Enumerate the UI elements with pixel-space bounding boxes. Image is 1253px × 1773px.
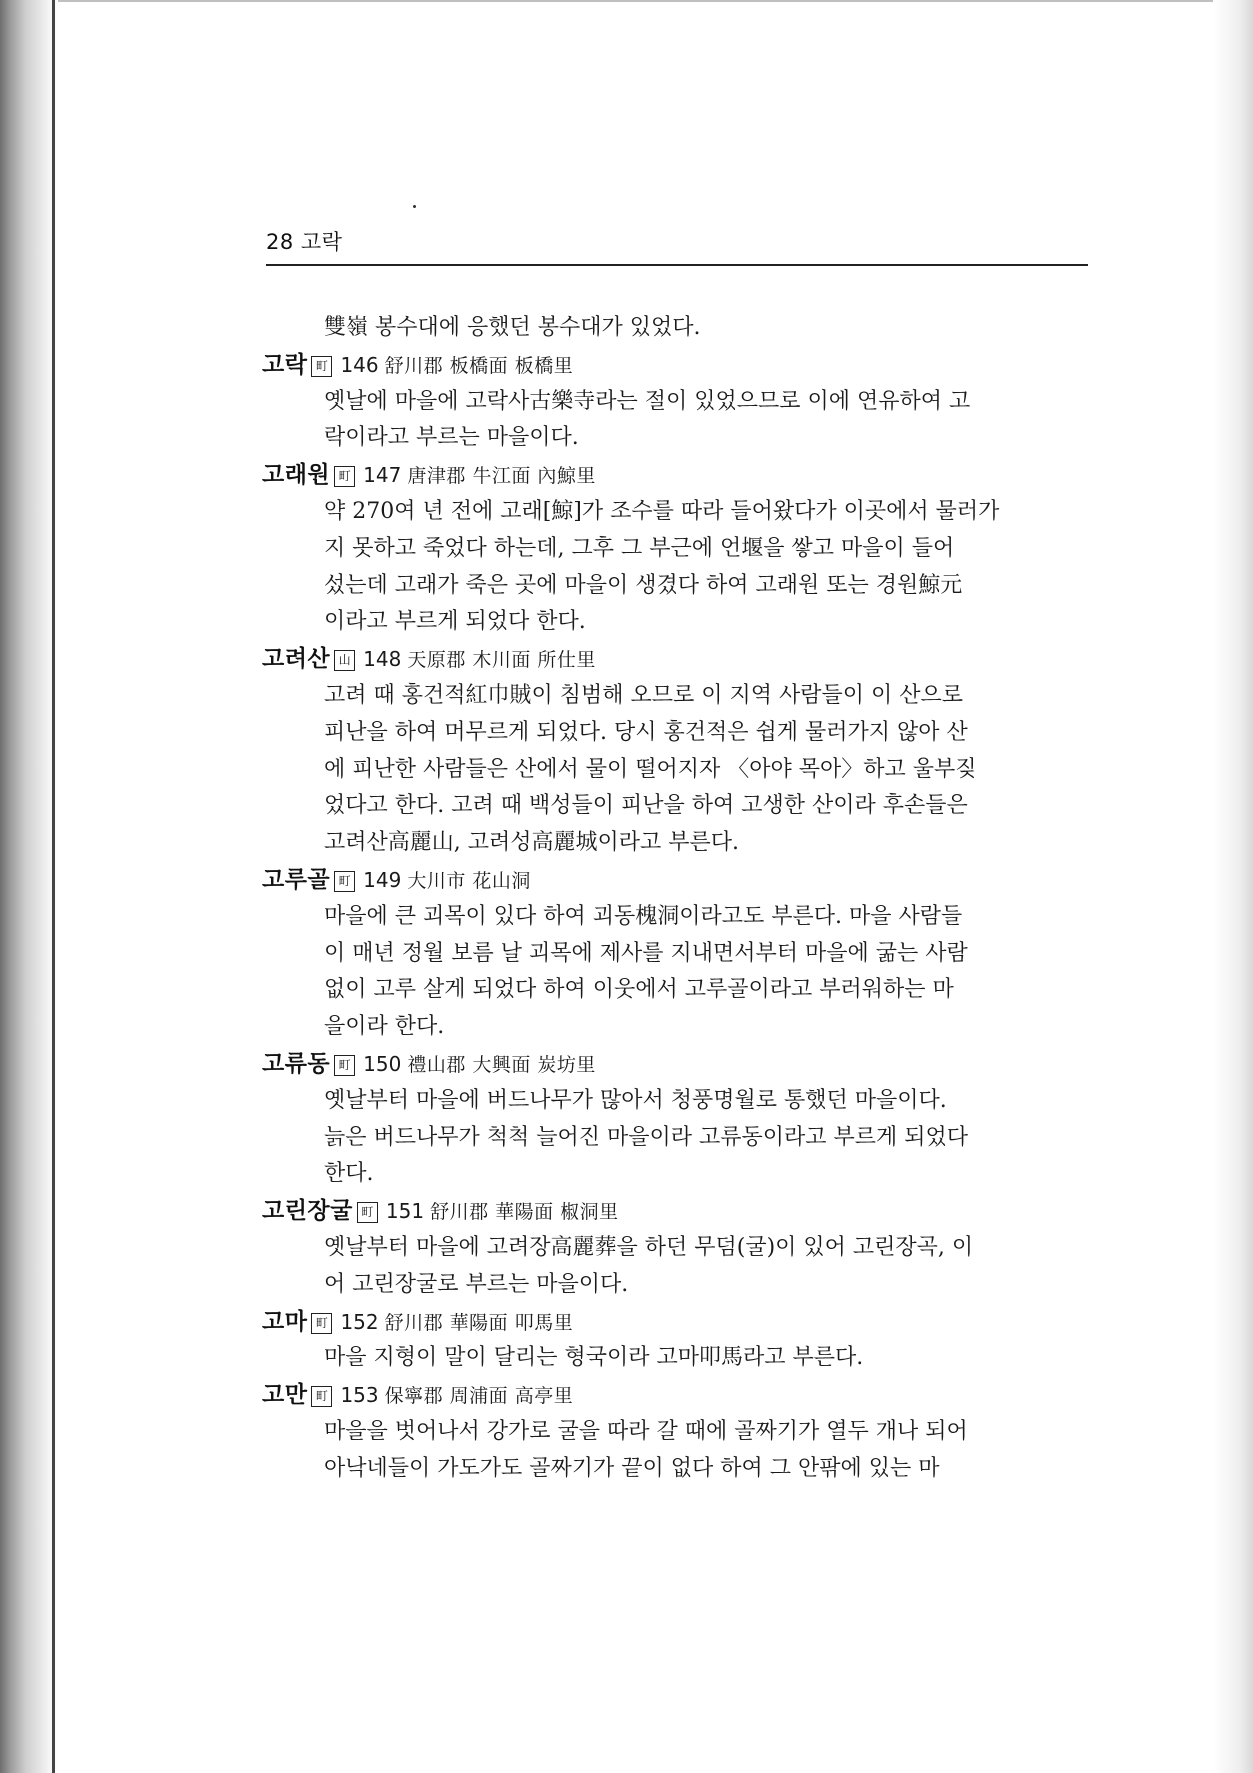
entry-heading <box>258 1046 1088 1083</box>
body-text-line: 마을에 큰 괴목이 있다 하여 괴동槐洞이라고도 부른다. 마을 사람들 <box>324 903 963 929</box>
entry-heading <box>258 1377 1088 1414</box>
entry-location: 禮山郡 大興面 炭坊里 <box>407 1053 596 1076</box>
category-badge: 町 <box>311 1313 332 1334</box>
entry-heading <box>258 347 1088 384</box>
body-text-line: 섰는데 고래가 죽은 곳에 마을이 생겼다 하여 고래원 또는 경원鯨元 <box>324 572 963 598</box>
page-right-edge <box>1213 0 1253 1773</box>
entry-number: 149 <box>363 867 402 892</box>
entry-number: 146 <box>340 352 379 377</box>
body-text-line: 雙嶺 봉수대에 응했던 봉수대가 있었다. <box>324 315 701 340</box>
entry-location: 唐津郡 牛江面 內鯨里 <box>407 465 596 488</box>
entry-location: 保寧郡 周浦面 高亭里 <box>384 1385 574 1408</box>
entry-heading <box>258 862 1088 899</box>
entry-headword: 고루골 <box>262 866 331 893</box>
body-text-line: 이라고 부르게 되었다 한다. <box>324 609 586 635</box>
body-text-line: 피난을 하여 머무르게 되었다. 당시 홍건적은 쉽게 물러가지 않아 산 <box>324 719 968 745</box>
body-text-line: 지 못하고 죽었다 하는데, 그후 그 부근에 언堰을 쌓고 마을이 들어 <box>324 535 955 561</box>
body-text-line: 늙은 버드나무가 척척 늘어진 마을이라 고류동이라고 부르게 되었다 <box>324 1124 969 1150</box>
body-text-line: 옛날부터 마을에 버드나무가 많아서 청풍명월로 통했던 마을이다. <box>324 1087 947 1113</box>
category-badge: 町 <box>311 1386 332 1407</box>
entry-number: 148 <box>363 647 402 672</box>
entry-headword: 고래원 <box>262 462 331 489</box>
body-text-line: 마을 지형이 말이 달리는 형국이라 고마叩馬라고 부른다. <box>324 1345 864 1371</box>
dictionary-body <box>258 310 1088 1488</box>
body-text-line: 었다고 한다. 고려 때 백성들이 피난을 하여 고생한 산이라 후손들은 <box>324 793 968 819</box>
body-text-line: 없이 고루 살게 되었다 하여 이웃에서 고루골이라고 부러워하는 마 <box>324 977 954 1003</box>
body-text-line: 을이라 한다. <box>324 1014 445 1040</box>
category-badge: 町 <box>334 871 355 892</box>
entry-headword: 고린장굴 <box>262 1198 353 1225</box>
body-text-line: 아낙네들이 가도가도 골짜기가 끝이 없다 하여 그 안팎에 있는 마 <box>324 1455 940 1481</box>
entry-headword: 고류동 <box>262 1050 331 1077</box>
entry-location: 天原郡 木川面 所仕里 <box>407 649 596 672</box>
body-text-line: 약 270여 년 전에 고래[鯨]가 조수를 따라 들어왔다가 이곳에서 물러가 <box>324 498 1000 524</box>
category-badge: 町 <box>334 466 355 487</box>
entry-location: 舒川郡 華陽面 椒洞里 <box>430 1201 619 1224</box>
entry-heading <box>258 1304 1088 1341</box>
entry-heading <box>258 1193 1088 1230</box>
body-text-line: 한다. <box>324 1161 374 1187</box>
body-text-line: 이 매년 정월 보름 날 괴목에 제사를 지내면서부터 마을에 굶는 사람 <box>324 940 968 966</box>
entry-headword: 고만 <box>262 1382 308 1409</box>
category-badge: 町 <box>334 1055 355 1076</box>
entry-headword: 고마 <box>262 1308 308 1335</box>
body-text-line: 마을을 벗어나서 강가로 굴을 따라 갈 때에 골짜기가 열두 개나 되어 <box>324 1418 968 1444</box>
category-badge: 山 <box>334 650 355 671</box>
category-badge: 町 <box>357 1202 378 1223</box>
entry-headword: 고락 <box>262 351 308 378</box>
entry-location: 舒川郡 華陽面 叩馬里 <box>384 1311 574 1334</box>
entry-location: 舒川郡 板橋面 板橋里 <box>384 354 574 377</box>
category-badge: 町 <box>311 356 332 377</box>
entry-location: 大川市 花山洞 <box>407 869 531 892</box>
page-edge-line <box>52 0 55 1773</box>
entry-number: 153 <box>340 1383 379 1408</box>
entry-number: 147 <box>363 463 402 488</box>
running-header <box>266 226 1088 266</box>
body-text-line: 고려 때 홍건적紅巾賊이 침범해 오므로 이 지역 사람들이 이 산으로 <box>324 682 963 708</box>
entry-heading <box>258 457 1088 494</box>
page-number-and-headword: 28 고락 <box>266 230 343 254</box>
body-text-line: 락이라고 부르는 마을이다. <box>324 425 579 451</box>
body-text-line: 고려산高麗山, 고려성高麗城이라고 부른다. <box>324 830 739 856</box>
ink-speck <box>413 205 416 208</box>
book-spine-shadow <box>0 0 58 1773</box>
entry-heading <box>258 641 1088 678</box>
entry-number: 150 <box>363 1051 402 1076</box>
entry-headword: 고려산 <box>262 646 331 673</box>
entry-number: 151 <box>385 1199 425 1224</box>
body-text-line: 어 고린장굴로 부르는 마을이다. <box>324 1271 629 1297</box>
body-text-line: 옛날부터 마을에 고려장高麗葬을 하던 무덤(굴)이 있어 고린장곡, 이 <box>324 1234 974 1260</box>
entry-number: 152 <box>340 1309 379 1334</box>
body-text-line: 에 피난한 사람들은 산에서 물이 떨어지자 〈아야 목아〉하고 울부짖 <box>324 756 977 782</box>
body-text-line: 옛날에 마을에 고락사古樂寺라는 절이 있었으므로 이에 연유하여 고 <box>324 388 971 414</box>
